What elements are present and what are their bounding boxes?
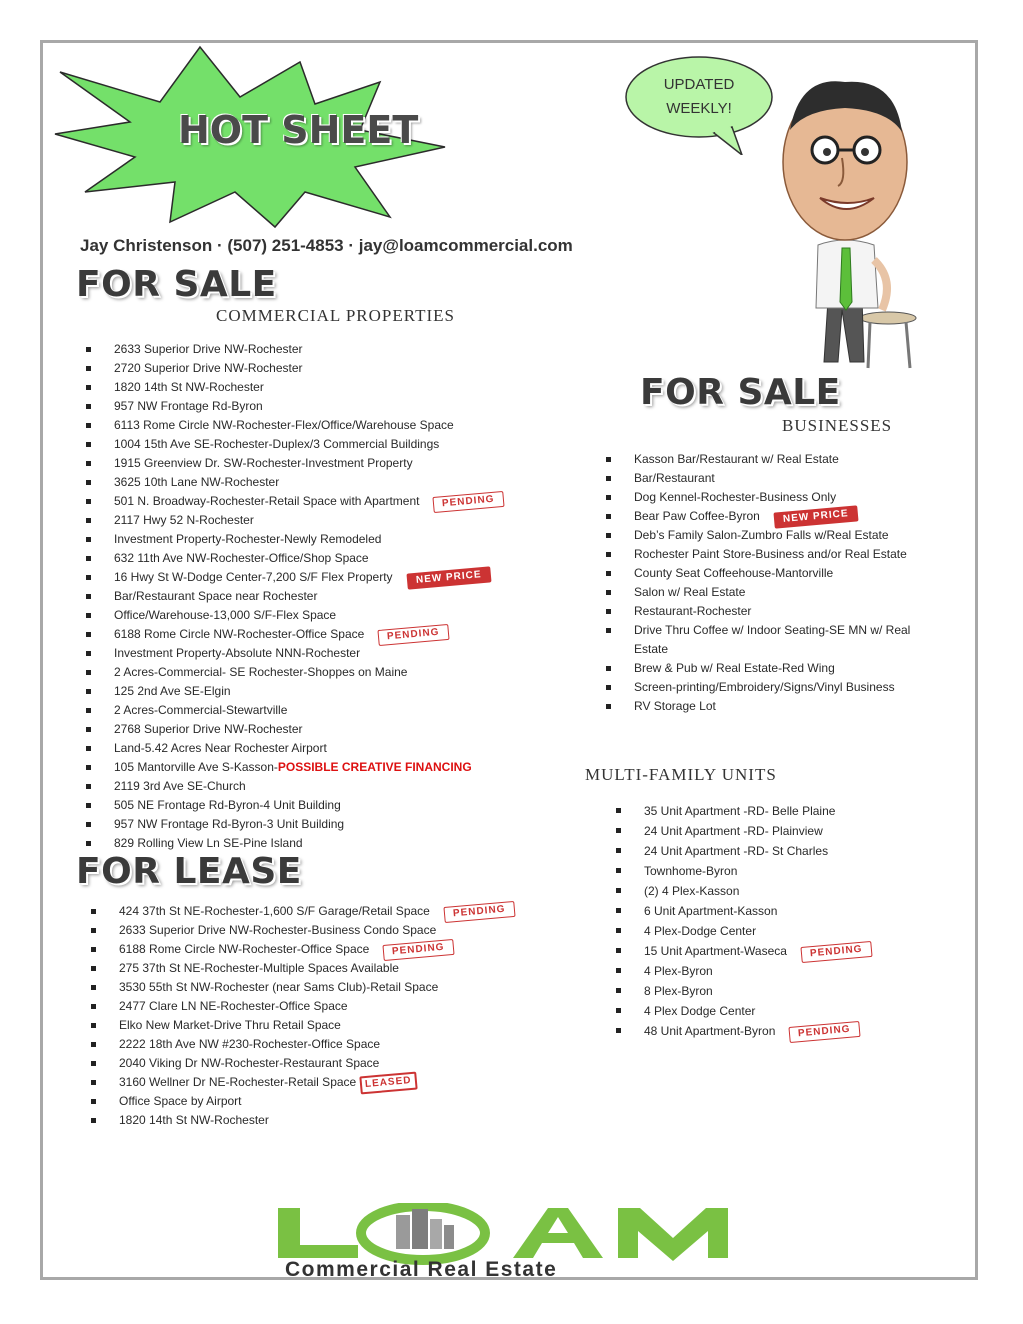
- list-item: [86, 568, 504, 587]
- list-item: [91, 997, 514, 1016]
- list-item: [86, 435, 504, 454]
- list-item-text: 6188 Rome Circle NW-Rochester-Office Space: [114, 627, 365, 641]
- list-item-text: Restaurant-Rochester: [634, 604, 752, 618]
- list-item: [616, 941, 872, 961]
- list-item: [86, 701, 504, 720]
- list-item: [616, 841, 872, 861]
- list-item: [86, 682, 504, 701]
- list-item: [91, 1073, 514, 1092]
- list-item: [616, 1021, 872, 1041]
- list-item-text: Salon w/ Real Estate: [634, 585, 746, 599]
- list-item-text: 2222 18th Ave NW #230-Rochester-Office Space: [119, 1037, 381, 1051]
- list-item: [86, 606, 504, 625]
- list-item: [91, 1035, 514, 1054]
- list-item: [86, 758, 504, 777]
- list-item: [616, 981, 872, 1001]
- list-item-text: Office/Warehouse-13,000 S/F-Flex Space: [114, 608, 337, 622]
- list-item-text: 105 Mantorville Ave S-Kasson-: [114, 760, 278, 774]
- list-item-text: 3625 10th Lane NW-Rochester: [114, 475, 280, 489]
- list-item: [86, 777, 504, 796]
- list-item: [86, 796, 504, 815]
- list-item: [616, 861, 872, 881]
- list-item: [86, 340, 504, 359]
- multi-family-list: [616, 801, 872, 1041]
- list-item: [91, 1111, 514, 1130]
- list-item-text: Drive Thru Coffee w/ Indoor Seating-SE MN w/ Real Estate: [634, 623, 911, 656]
- list-item: [616, 1001, 872, 1021]
- contact-line: Jay Christenson · (507) 251-4853 · jay@loamcommercial.com: [80, 236, 573, 255]
- list-item: [616, 961, 872, 981]
- list-item-text: 16 Hwy St W-Dodge Center-7,200 S/F Flex Property: [114, 570, 393, 584]
- list-item: [91, 1092, 514, 1111]
- list-item: [86, 454, 504, 473]
- list-item: [86, 359, 504, 378]
- list-item-text: 275 37th St NE-Rochester-Multiple Spaces Available: [119, 961, 399, 975]
- list-item-text: 829 Rolling View Ln SE-Pine Island: [114, 836, 303, 850]
- list-item-text: Deb’s Family Salon-Zumbro Falls w/Real Estate: [634, 528, 889, 542]
- lease-list: [91, 902, 514, 1130]
- list-item-text: 957 NW Frontage Rd-Byron: [114, 399, 263, 413]
- pending-stamp: PENDING: [383, 939, 455, 961]
- list-item: [606, 469, 934, 488]
- list-item-text: Townhome-Byron: [644, 864, 738, 878]
- pending-stamp: PENDING: [378, 624, 450, 646]
- list-item-text: 501 N. Broadway-Rochester-Retail Space with Apartment: [114, 494, 420, 508]
- list-item-text: 1004 15th Ave SE-Rochester-Duplex/3 Commercial Buildings: [114, 437, 440, 451]
- list-item-text: 2 Acres-Commercial-Stewartville: [114, 703, 288, 717]
- list-item-text: Bar/Restaurant Space near Rochester: [114, 589, 318, 603]
- bubble-line-1: UPDATED: [663, 76, 735, 93]
- list-item-text: Brew & Pub w/ Real Estate-Red Wing: [634, 661, 835, 675]
- list-item-text: 2633 Superior Drive NW-Rochester: [114, 342, 303, 356]
- for-sale-heading: FOR SALE: [76, 264, 277, 305]
- bubble-text: [634, 73, 764, 121]
- pending-stamp: PENDING: [443, 901, 515, 923]
- list-item-text: 2477 Clare LN NE-Rochester-Office Space: [119, 999, 348, 1013]
- bubble-line-2: WEEKLY!: [666, 100, 732, 117]
- list-item: [86, 663, 504, 682]
- list-item: [606, 564, 934, 583]
- list-item: [616, 881, 872, 901]
- list-item: [86, 625, 504, 644]
- list-item: [616, 921, 872, 941]
- list-item: [606, 621, 934, 659]
- list-item: [86, 473, 504, 492]
- list-item: [91, 921, 514, 940]
- new-price-stamp: NEW PRICE: [773, 505, 858, 528]
- list-item-text: Kasson Bar/Restaurant w/ Real Estate: [634, 452, 839, 466]
- list-item: [606, 507, 934, 526]
- businesses-subheading: BUSINESSES: [782, 416, 893, 435]
- list-item-text: Office Space by Airport: [119, 1094, 242, 1108]
- list-item-text: County Seat Coffeehouse-Mantorville: [634, 566, 834, 580]
- list-item-text: 1820 14th St NW-Rochester: [119, 1113, 269, 1127]
- list-item-text: 6113 Rome Circle NW-Rochester-Flex/Office/Warehouse Space: [114, 418, 454, 432]
- list-item-text: Investment Property-Rochester-Newly Remodeled: [114, 532, 382, 546]
- list-item: [86, 644, 504, 663]
- pending-stamp: PENDING: [789, 1021, 861, 1043]
- list-item-text: 125 2nd Ave SE-Elgin: [114, 684, 231, 698]
- list-item: [606, 602, 934, 621]
- list-item-text: 957 NW Frontage Rd-Byron-3 Unit Building: [114, 817, 345, 831]
- list-item-text: 2768 Superior Drive NW-Rochester: [114, 722, 303, 736]
- list-item-text: 2119 3rd Ave SE-Church: [114, 779, 246, 793]
- list-item-text: 24 Unit Apartment -RD- St Charles: [644, 844, 829, 858]
- list-item-text: 15 Unit Apartment-Waseca: [644, 944, 787, 958]
- list-item: [86, 739, 504, 758]
- list-item-text: 632 11th Ave NW-Rochester-Office/Shop Space: [114, 551, 369, 565]
- commercial-properties-subheading: COMMERCIAL PROPERTIES: [216, 306, 455, 325]
- list-item-text: RV Storage Lot: [634, 699, 716, 713]
- list-item-text: 424 37th St NE-Rochester-1,600 S/F Garage/Retail Space: [119, 904, 430, 918]
- list-item-text: 3160 Wellner Dr NE-Rochester-Retail Space: [119, 1075, 357, 1089]
- financing-highlight: POSSIBLE CREATIVE FINANCING: [277, 760, 472, 774]
- list-item: [86, 815, 504, 834]
- list-item: [606, 526, 934, 545]
- leased-stamp: LEASED: [360, 1071, 418, 1094]
- list-item: [91, 1054, 514, 1073]
- list-item-text: 4 Plex-Byron: [644, 964, 713, 978]
- list-item-text: 1820 14th St NW-Rochester: [114, 380, 264, 394]
- list-item: [606, 545, 934, 564]
- list-item-text: 8 Plex-Byron: [644, 984, 713, 998]
- list-item: [606, 583, 934, 602]
- new-price-stamp: NEW PRICE: [406, 566, 491, 589]
- list-item: [91, 902, 514, 921]
- list-item: [86, 492, 504, 511]
- list-item: [91, 940, 514, 959]
- for-lease-heading: FOR LEASE: [76, 851, 302, 892]
- list-item-text: 6 Unit Apartment-Kasson: [644, 904, 778, 918]
- list-item: [616, 801, 872, 821]
- list-item-text: Land-5.42 Acres Near Rochester Airport: [114, 741, 327, 755]
- list-item: [91, 978, 514, 997]
- list-item-text: 4 Plex Dodge Center: [644, 1004, 756, 1018]
- list-item-text: 24 Unit Apartment -RD- Plainview: [644, 824, 823, 838]
- list-item-text: Investment Property-Absolute NNN-Rochester: [114, 646, 361, 660]
- multi-family-subheading: MULTI-FAMILY UNITS: [585, 765, 777, 784]
- list-item-text: 3530 55th St NW-Rochester (near Sams Club)-Retail Space: [119, 980, 439, 994]
- businesses-list: [606, 450, 934, 716]
- list-item: [606, 450, 934, 469]
- list-item: [86, 416, 504, 435]
- logo-tagline: Commercial Real Estate: [285, 1258, 558, 1281]
- list-item-text: Screen-printing/Embroidery/Signs/Vinyl Business: [634, 680, 895, 694]
- list-item-text: 2040 Viking Dr NW-Rochester-Restaurant Space: [119, 1056, 380, 1070]
- list-item-text: 6188 Rome Circle NW-Rochester-Office Space: [119, 942, 370, 956]
- for-sale-businesses-heading: FOR SALE: [640, 372, 841, 413]
- page-title: HOT SHEET: [178, 108, 419, 152]
- list-item: [86, 549, 504, 568]
- list-item: [86, 397, 504, 416]
- list-item-text: (2) 4 Plex-Kasson: [644, 884, 740, 898]
- list-item-text: Bar/Restaurant: [634, 471, 715, 485]
- list-item: [606, 697, 934, 716]
- pending-stamp: PENDING: [433, 491, 505, 513]
- list-item-text: 35 Unit Apartment -RD- Belle Plaine: [644, 804, 836, 818]
- list-item: [606, 488, 934, 507]
- list-item-text: 2720 Superior Drive NW-Rochester: [114, 361, 303, 375]
- list-item: [86, 530, 504, 549]
- list-item-text: 2117 Hwy 52 N-Rochester: [114, 513, 254, 527]
- list-item: [616, 901, 872, 921]
- list-item-text: 48 Unit Apartment-Byron: [644, 1024, 776, 1038]
- list-item-text: 505 NE Frontage Rd-Byron-4 Unit Building: [114, 798, 341, 812]
- commercial-properties-list: [86, 340, 504, 853]
- list-item-text: 2 Acres-Commercial- SE Rochester-Shoppes on Maine: [114, 665, 408, 679]
- pending-stamp: PENDING: [800, 941, 872, 963]
- list-item: [86, 378, 504, 397]
- list-item: [91, 959, 514, 978]
- list-item-text: 1915 Greenview Dr. SW-Rochester-Investment Property: [114, 456, 413, 470]
- list-item: [606, 659, 934, 678]
- list-item: [606, 678, 934, 697]
- list-item: [616, 821, 872, 841]
- list-item-text: 4 Plex-Dodge Center: [644, 924, 757, 938]
- list-item: [86, 511, 504, 530]
- agent-caricature-illustration: [770, 70, 920, 370]
- list-item: [91, 1016, 514, 1035]
- list-item-text: Dog Kennel-Rochester-Business Only: [634, 490, 837, 504]
- list-item-text: Elko New Market-Drive Thru Retail Space: [119, 1018, 341, 1032]
- list-item: [86, 587, 504, 606]
- list-item-text: 2633 Superior Drive NW-Rochester-Business Condo Space: [119, 923, 437, 937]
- list-item-text: Rochester Paint Store-Business and/or Real Estate: [634, 547, 907, 561]
- list-item-text: Bear Paw Coffee-Byron: [634, 509, 760, 523]
- list-item: [86, 720, 504, 739]
